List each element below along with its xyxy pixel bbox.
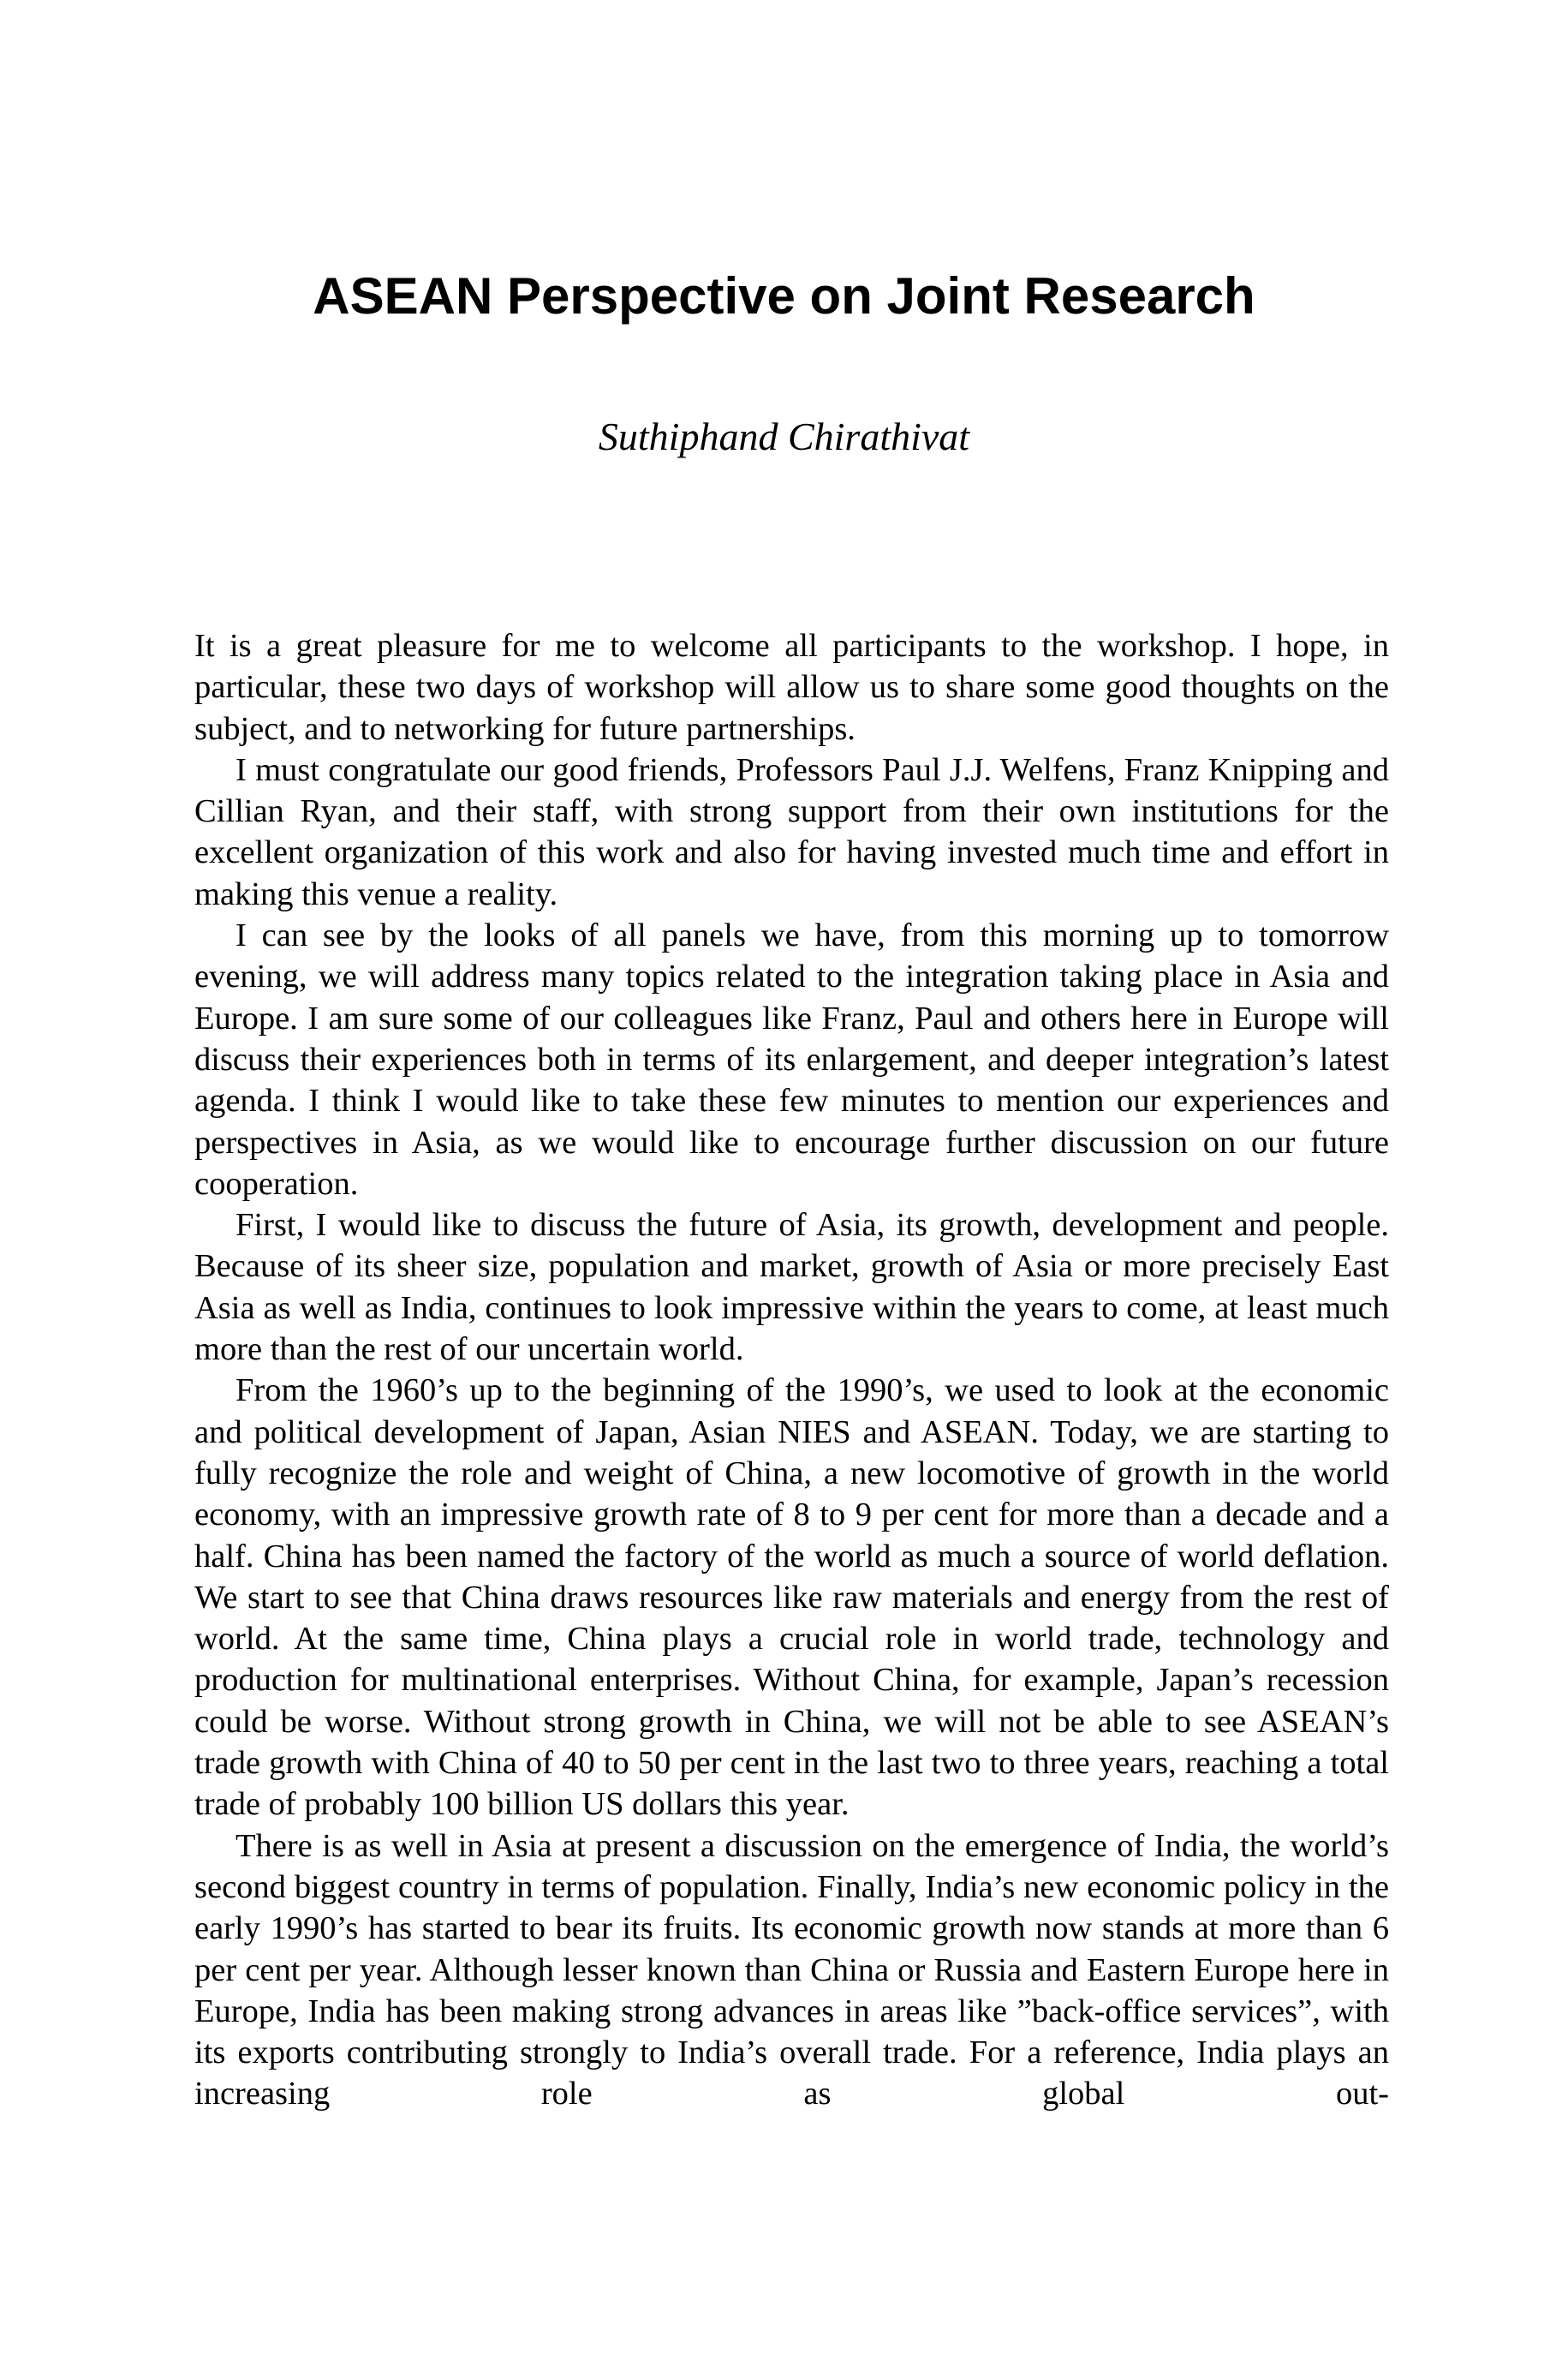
paragraph-1: It is a great pleasure for me to welcome all participants to the workshop. I hope, in particular, these two days of workshop will allow us to share some good thoughts on the subject, and to networking for future partnerships. — [194, 628, 1389, 747]
paragraph-3: I can see by the looks of all panels we have, from this morning up to tomorrow evening, we will address many topics related to the integration taking place in Asia and Europe. I am sure some of our colleagues like Franz, Paul and others here in Europe will discuss their experiences both in terms of its enlargement, and deeper integration’s latest agenda. I think I would like to take these few minutes to mention our experiences and perspectives in Asia, as we would like to encourage further discussion on our future cooperation. — [194, 917, 1389, 1202]
paragraph-4: First, I would like to discuss the future of Asia, its growth, development and people. Because of its sheer size, population and market, growth of Asia or more precisely East Asia as well as India, continues to look impressive within the years to come, at least much more than the rest of our uncertain world. — [194, 1207, 1389, 1368]
article-body — [194, 625, 1389, 2115]
article-title: ASEAN Perspective on Joint Research — [313, 267, 1255, 325]
paragraph-6: There is as well in Asia at present a discussion on the emergence of India, the world’s second biggest country in terms of population. Finally, India’s new economic policy in the early 1990’s has started to bear its fruits. Its economic growth now stands at more than 6 per cent per year. Although lesser known than China or Russia and Eastern Europe here in Europe, India has been making strong advances in areas like ”back-office services”, with its exports contributing strongly to India’s overall trade. For a reference, India plays an increasing role as global out- — [194, 1827, 1389, 2112]
article-author: Suthiphand Chirathivat — [598, 415, 970, 458]
paragraph-5: From the 1960’s up to the beginning of the 1990’s, we used to look at the economic and political development of Japan, Asian NIES and ASEAN. Today, we are starting to fully recognize the role and weight of China, a new locomotive of growth in the world economy, with an impressive growth rate of 8 to 9 per cent for more than a decade and a half. China has been named the factory of the world as much a source of world deflation. We start to see that China draws resources like raw materials and energy from the rest of world. At the same time, China plays a crucial role in world trade, technology and production for multinational enterprises. Without China, for example, Japan’s recession could be worse. Without strong growth in China, we will not be able to see ASEAN’s trade growth with China of 40 to 50 per cent in the last two to three years, reaching a total trade of probably 100 billion US dollars this year. — [194, 1372, 1389, 1823]
paragraph-2: I must congratulate our good friends, Professors Paul J.J. Welfens, Franz Knipping and Cillian Ryan, and their staff, with strong support from their own institutions for the excellent organization of this work and also for having invested much time and effort in making this venue a reality. — [194, 751, 1389, 912]
